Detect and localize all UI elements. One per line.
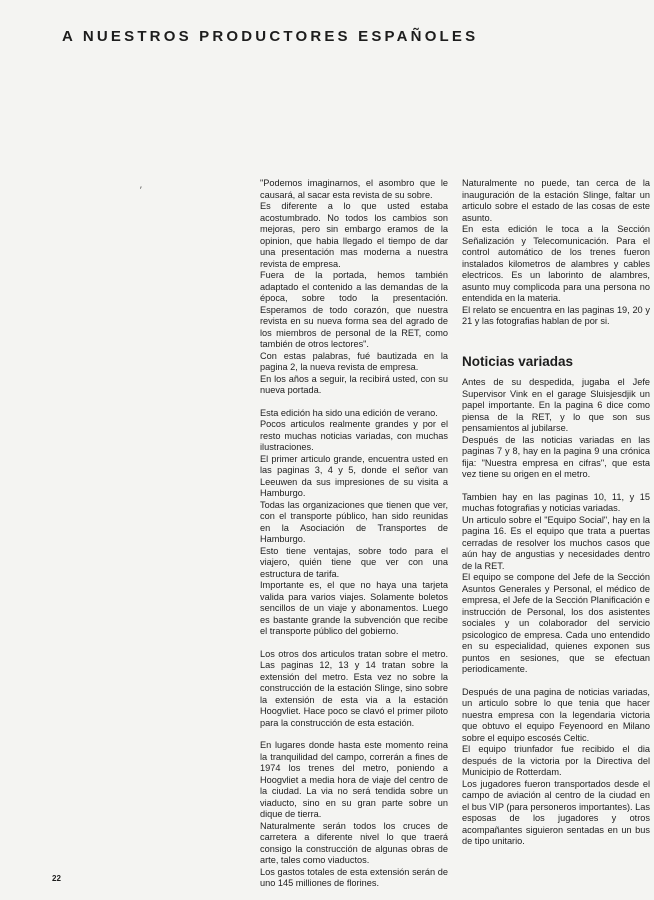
left-column bbox=[260, 178, 448, 890]
paragraph: Pocos articulos realmente grandes y por el resto muchas noticias variadas, con muchas ilustraciones. bbox=[260, 419, 448, 452]
paragraph: El relato se encuentra en las paginas 19, 20 y 21 y las fotografias hablan de por si. bbox=[462, 304, 650, 326]
paragraph: Después de las noticias variadas en las paginas 7 y 8, hay en la pagina 9 una crónica fija: "Nuestra empresa en cifras", que esta vez tiene su origen en el metro. bbox=[462, 434, 650, 479]
paragraph: En esta edición le toca a la Sección Señalización y Telecomunicación. Para el control automático de los trenes fueron instalados kilometros de alambres y cables electricos. Es un laborinto de alambres, asunto muy complicoda para una persona no entendida en la materia. bbox=[462, 224, 650, 303]
paragraph: El equipo se compone del Jefe de la Sección Asuntos Generales y Personal, el médico de empresa, el Jefe de la Sección Planificación e instrucción de Personal, los dos asistentes sociales y un colaborador del servicio psicologico de empresa. Cada uno entendido en su especialidad, quienes exponen sus puntos en sesiones, que se efectuan periodicamente. bbox=[462, 572, 650, 674]
paragraph: Esta edición ha sido una edición de verano. bbox=[260, 407, 438, 418]
paragraph: Los otros dos articulos tratan sobre el metro. Las paginas 12, 13 y 14 tratan sobre la extensión del metro. Esta vez no sobre la construcción de la estación Slinge, sino sobre la extensión de esta via a la estación Hoogvliet. Hace poco se clavó el primer piloto para la construcción de esta estación. bbox=[260, 648, 448, 728]
paragraph: Un articulo sobre el "Equipo Social", hay en la pagina 16. Es el equipo que trata a puertas cerradas de resolver los muchos casos que aún hay de angustias y necesidades dentro de la RET. bbox=[462, 514, 650, 571]
page-number: 22 bbox=[52, 874, 61, 883]
paragraph: Después de una pagina de noticias variadas, un articulo sobre lo que tenia que hacer nuestra empresa con la legendaria victoria que obtuvo el equipo Feyenoord en Milano sobre el equipo escosés Celtic. bbox=[462, 686, 650, 743]
paragraph: Esto tiene ventajas, sobre todo para el viajero, quién tiene que ver con una estructura de tarifa. bbox=[260, 545, 448, 579]
paragraph: "Podemos imaginarnos, el asombro que le causará, al sacar esta revista de su sobre. bbox=[260, 178, 448, 200]
paragraph: El primer articulo grande, encuentra usted en las paginas 3, 4 y 5, donde el señor van Leeuwen da sus impresiones de su visita a Hamburgo. bbox=[260, 453, 448, 498]
paragraph: Los gastos totales de esta extensión serán de uno 145 milliones de florines. bbox=[260, 866, 448, 888]
paragraph: En los años a seguir, la recibirá usted, con su nueva portada. bbox=[260, 373, 448, 395]
paragraph: Fuera de la portada, hemos también adaptado el contenido a las demandas de la época, sobre todo la presentación. Esperamos de todo corazón, que nuestra revista en su nueva forma sea del agrado de los miembros de personal de la RET, como también de otros lectores". bbox=[260, 270, 448, 349]
paragraph: Con estas palabras, fué bautizada en la pagina 2, la nueva revista de empresa. bbox=[260, 350, 448, 372]
ink-mark: ′ bbox=[140, 185, 142, 195]
paragraph: Importante es, el que no haya una tarjeta valida para varios viajes. Solamente boletos sencillos de un viaje y abonamentos. Luego es bastante grande la subvención que recibe el transporte público del gobierno. bbox=[260, 580, 448, 636]
paragraph: Todas las organizaciones que tienen que ver, con el transporte público, han sido reunidas en la Asociación de Transportes de Hamburgo. bbox=[260, 499, 448, 544]
paragraph: El equipo triunfador fue recibido el dia después de la victoria por la Directiva del Municipio de Rotterdam. bbox=[462, 744, 650, 777]
section-heading: Noticias variadas bbox=[462, 353, 574, 369]
paragraph: En lugares donde hasta este momento reina la tranquilidad del campo, correrán a fines de 1974 los trenes del metro, poniendo a Hoogvliet a media hora de viaje del centro de la ciudad. La via no será tendida sobre un viaducto, sino en su gran parte sobre un dique de tierra. bbox=[260, 740, 448, 819]
paragraph: Naturalmente serán todos los cruces de carretera a diferente nivel lo que traerá consigo la construcción de algunas obras de arte, tales como viaductos. bbox=[260, 820, 448, 865]
paragraph: Tambien hay en las paginas 10, 11, y 15 muchas fotografias y noticias variadas. bbox=[462, 491, 650, 513]
paragraph: Los jugadores fueron transportados desde el campo de aviación al centro de la ciudad en el bus VIP (para personeros importantes). Las esposas de los jugadores y otros acompañantes siguieron sentadas en un bus de tipo unitario. bbox=[462, 778, 650, 846]
paragraph: Antes de su despedida, jugaba el Jefe Supervisor Vink en el garage Sluisjesdjik un papel importante. En la pagina 6 dice como piensa de la RET, y lo que son sus pensamientos al jubilarse. bbox=[462, 377, 650, 433]
paragraph: Naturalmente no puede, tan cerca de la inauguración de la estación Slinge, faltar un articulo sobre el estado de las cosas de este asunto. bbox=[462, 178, 650, 223]
right-column bbox=[462, 178, 650, 848]
paragraph: Es diferente a lo que usted estaba acostumbrado. No todos los cambios son mejoras, pero sin embargo eramos de la opinion, que habia llegado el tiempo de dar una presentación mas moderna a nuestra revista de empresa. bbox=[260, 201, 448, 269]
page-title: A NUESTROS PRODUCTORES ESPAÑOLES bbox=[62, 28, 479, 45]
